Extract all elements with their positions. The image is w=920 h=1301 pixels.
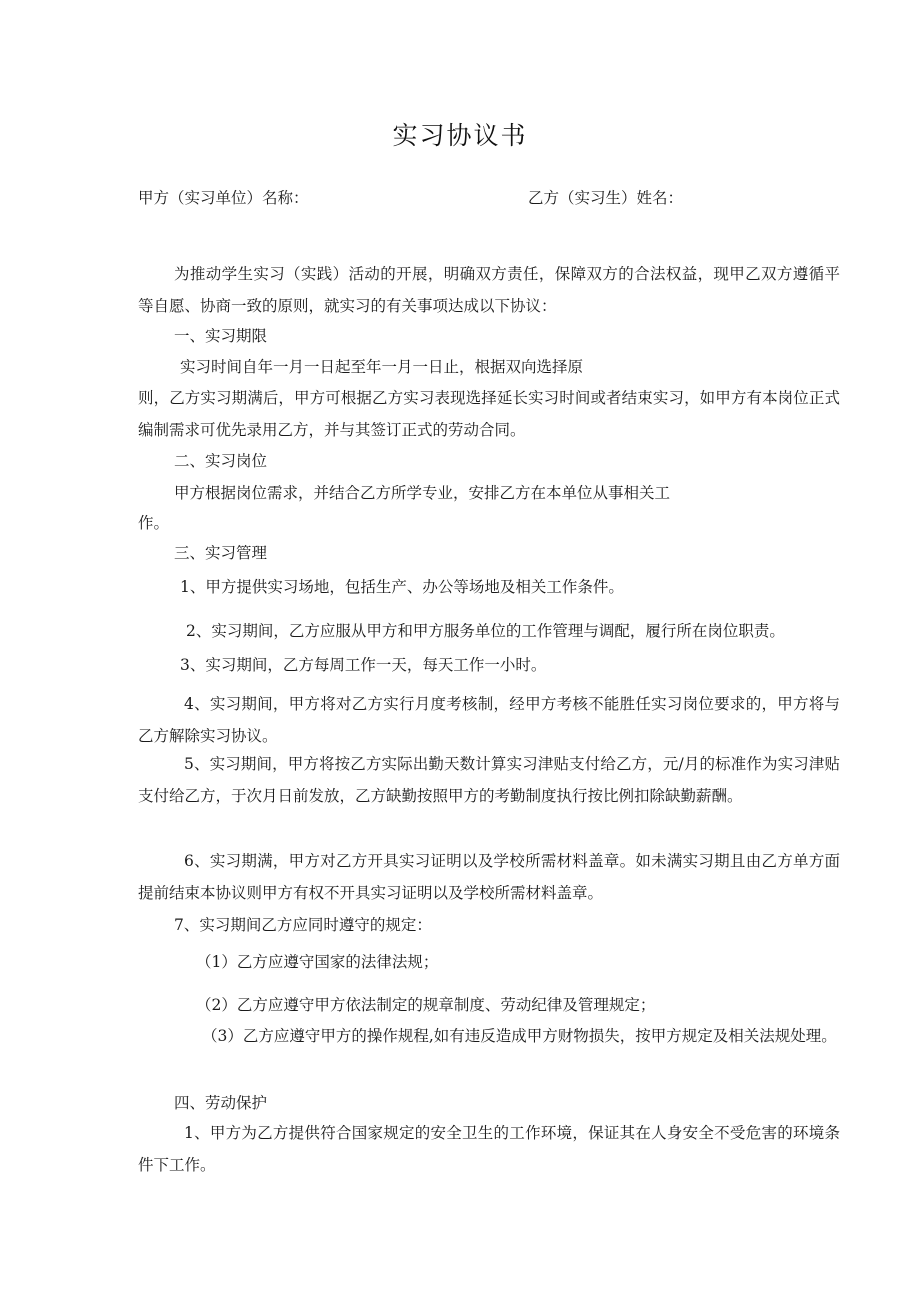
management-item-5: 5、实习期间，甲方将按乙方实际出勤天数计算实习津贴支付给乙方，元/月的标准作为实习津贴支付给乙方，于次月日前发放，乙方缺勤按照甲方的考勤制度执行按比例扣除缺勤薪酬。 — [138, 755, 840, 805]
section-heading-term: 一、实习期限 — [174, 327, 268, 345]
term-paragraph-line1: 实习时间自年一月一日起至年一月一日止，根据双向选择原 — [180, 358, 584, 376]
position-paragraph-line2: 作。 — [138, 514, 170, 532]
management-item-3: 3、实习期间，乙方每周工作一天，每天工作一小时。 — [180, 656, 547, 674]
document-title: 实习协议书 — [392, 121, 528, 150]
section-heading-management: 三、实习管理 — [174, 544, 268, 562]
position-paragraph-line1: 甲方根据岗位需求，并结合乙方所学专业，安排乙方在本单位从事相关工 — [174, 484, 671, 502]
rule-item-2: （2）乙方应遵守甲方依法制定的规章制度、劳动纪律及管理规定； — [196, 996, 656, 1014]
section-heading-position: 二、实习岗位 — [174, 452, 268, 470]
management-item-4: 4、实习期间，甲方将对乙方实行月度考核制，经甲方考核不能胜任实习岗位要求的，甲方将与乙方解除实习协议。 — [138, 695, 840, 745]
management-item-2: 2、实习期间，乙方应服从甲方和甲方服务单位的工作管理与调配，履行所在岗位职责。 — [186, 622, 785, 640]
term-paragraph-rest: 则，乙方实习期满后，甲方可根据乙方实习表现选择延长实习时间或者结束实习，如甲方有本岗位正式编制需求可优先录用乙方，并与其签订正式的劳动合同。 — [138, 389, 840, 439]
management-item-6: 6、实习期满，甲方对乙方开具实习证明以及学校所需材料盖章。如未满实习期且由乙方单方面提前结束本协议则甲方有权不开具实习证明以及学校所需材料盖章。 — [138, 852, 840, 902]
rule-item-3: （3）乙方应遵守甲方的操作规程,如有违反造成甲方财物损失，按甲方规定及相关法规处理。 — [202, 1027, 837, 1045]
intro-paragraph: 为推动学生实习（实践）活动的开展，明确双方责任，保障双方的合法权益，现甲乙双方遵循平等自愿、协商一致的原则，就实习的有关事项达成以下协议： — [138, 265, 840, 315]
section-heading-protection: 四、劳动保护 — [174, 1094, 268, 1112]
management-item-1: 1、甲方提供实习场地，包括生产、办公等场地及相关工作条件。 — [180, 578, 624, 596]
party-b-label: 乙方（实习生）姓名： — [528, 189, 684, 207]
protection-item-1: 1、甲方为乙方提供符合国家规定的安全卫生的工作环境，保证其在人身安全不受危害的环境条件下工作。 — [138, 1124, 840, 1174]
management-item-7: 7、实习期间乙方应同时遵守的规定： — [174, 916, 432, 934]
rule-item-1: （1）乙方应遵守国家的法律法规； — [196, 953, 439, 971]
party-a-label: 甲方（实习单位）名称： — [138, 189, 309, 207]
